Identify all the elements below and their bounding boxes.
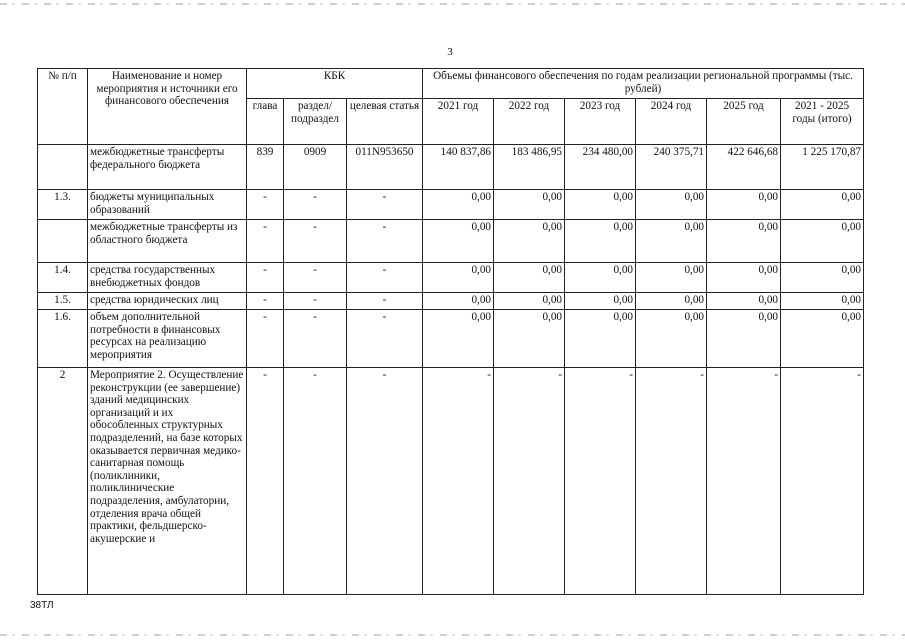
row-name: средства юридических лиц [88,293,247,310]
table-row [38,293,864,310]
scan-edge-bottom [0,634,905,636]
row-num [38,145,88,190]
row-value-total: - [781,368,864,595]
row-razdel: - [284,368,347,595]
row-value-2022: 183 486,95 [494,145,565,190]
row-name: объем дополнительной потребности в финансовых ресурсах на реализацию мероприятия [88,310,247,368]
row-value-2025: 0,00 [707,310,781,368]
header-row-1 [38,69,864,99]
header-kbk: КБК [247,69,423,99]
row-value-2025: 0,00 [707,293,781,310]
row-value-2023: 234 480,00 [565,145,636,190]
row-value-2024: 0,00 [636,310,707,368]
table-row [38,145,864,190]
row-num: 1.4. [38,263,88,293]
table-row [38,220,864,263]
scan-edge-top [0,3,905,5]
row-celevaya: - [347,310,423,368]
row-num: 2 [38,368,88,595]
row-value-2023: 0,00 [565,190,636,220]
row-name: Мероприятие 2. Осуществление реконструкции (ее завершение) зданий медицинских организаций и их обособленных структурных подразделений, на базе которых оказывается первичная медико-санитарная помощь (поликлиники, поликлинические подразделения, амбулатории, отделения врача общей практики, фельдшерско-акушерские и [88,368,247,595]
row-value-2025: 422 646,68 [707,145,781,190]
header-year-2025: 2025 год [707,99,781,145]
header-year-2024: 2024 год [636,99,707,145]
header-celevaya: целевая статья [347,99,423,145]
row-value-2023: 0,00 [565,310,636,368]
row-name: межбюджетные трансферты из областного бюджета [88,220,247,263]
table-row [38,368,864,595]
row-glava: - [247,220,284,263]
header-num: № п/п [38,69,88,145]
row-value-2023: 0,00 [565,263,636,293]
row-value-2023: 0,00 [565,293,636,310]
row-glava: - [247,190,284,220]
row-value-2024: - [636,368,707,595]
row-value-2025: 0,00 [707,263,781,293]
row-glava: - [247,368,284,595]
row-value-2021: - [423,368,494,595]
header-volumes: Объемы финансового обеспечения по годам реализации региональной программы (тыс. рублей) [423,69,864,99]
row-value-2021: 0,00 [423,293,494,310]
header-name: Наименование и номер мероприятия и источники его финансового обеспечения [88,69,247,145]
table-row [38,190,864,220]
page-number: 3 [447,46,453,58]
row-celevaya: 011N953650 [347,145,423,190]
row-value-2025: - [707,368,781,595]
table-row [38,310,864,368]
row-razdel: - [284,263,347,293]
header-year-2022: 2022 год [494,99,565,145]
row-razdel: - [284,310,347,368]
row-value-2022: 0,00 [494,220,565,263]
row-value-2021: 0,00 [423,220,494,263]
row-num: 1.3. [38,190,88,220]
row-glava: - [247,310,284,368]
row-value-2024: 0,00 [636,220,707,263]
row-name: межбюджетные трансферты федерального бюджета [88,145,247,190]
row-value-2024: 0,00 [636,293,707,310]
row-celevaya: - [347,293,423,310]
row-value-total: 1 225 170,87 [781,145,864,190]
header-glava: глава [247,99,284,145]
row-value-2025: 0,00 [707,220,781,263]
row-value-2022: 0,00 [494,293,565,310]
row-razdel: - [284,190,347,220]
row-razdel: - [284,220,347,263]
row-num: 1.5. [38,293,88,310]
row-num: 1.6. [38,310,88,368]
row-razdel: 0909 [284,145,347,190]
row-value-2022: 0,00 [494,263,565,293]
header-year-2021: 2021 год [423,99,494,145]
row-value-2021: 0,00 [423,190,494,220]
header-total: 2021 - 2025 годы (итого) [781,99,864,145]
row-value-2023: - [565,368,636,595]
header-razdel: раздел/ подраздел [284,99,347,145]
row-value-2022: 0,00 [494,190,565,220]
row-value-2024: 0,00 [636,190,707,220]
row-value-total: 0,00 [781,293,864,310]
row-value-2024: 0,00 [636,263,707,293]
row-name: средства государственных внебюджетных фондов [88,263,247,293]
row-value-total: 0,00 [781,263,864,293]
row-num [38,220,88,263]
row-value-2025: 0,00 [707,190,781,220]
row-glava: 839 [247,145,284,190]
row-value-2021: 0,00 [423,310,494,368]
footer-code: 38ТЛ [30,600,54,611]
row-value-total: 0,00 [781,310,864,368]
row-value-2021: 140 837,86 [423,145,494,190]
row-celevaya: - [347,263,423,293]
row-celevaya: - [347,190,423,220]
header-year-2023: 2023 год [565,99,636,145]
financing-table [37,68,864,595]
row-value-2023: 0,00 [565,220,636,263]
row-celevaya: - [347,220,423,263]
row-value-2021: 0,00 [423,263,494,293]
row-name: бюджеты муниципальных образований [88,190,247,220]
row-value-2022: - [494,368,565,595]
row-value-total: 0,00 [781,190,864,220]
row-glava: - [247,293,284,310]
row-glava: - [247,263,284,293]
row-value-2024: 240 375,71 [636,145,707,190]
table-row [38,263,864,293]
row-value-2022: 0,00 [494,310,565,368]
row-value-total: 0,00 [781,220,864,263]
row-celevaya: - [347,368,423,595]
row-razdel: - [284,293,347,310]
